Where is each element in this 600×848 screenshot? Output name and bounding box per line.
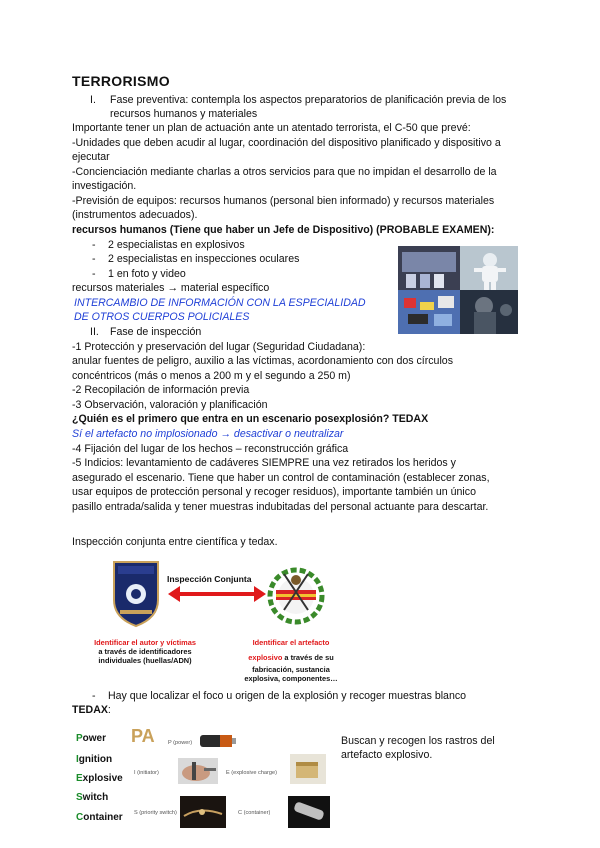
- paragraph: -Unidades que deben acudir al lugar, coordinación del dispositivo planificado y dispositivo a: [72, 137, 501, 149]
- right-caption-line: fabricación, sustancia: [252, 665, 330, 674]
- left-caption: [80, 638, 210, 665]
- paragraph: investigación.: [72, 180, 137, 192]
- paragraph: -Previsión de equipos: recursos humanos (personal bien informado) y recursos materiales: [72, 195, 495, 207]
- paragraph: -Concienciación mediante charlas a otros servicios para que no impidan el desarrollo de la: [72, 166, 497, 178]
- policia-cientifica-shield-icon: [114, 562, 158, 626]
- list-item: 1 en foto y video: [108, 268, 186, 280]
- pa-word-ignition: Ignition: [76, 754, 113, 765]
- left-caption-line: individuales (huellas/ADN): [98, 656, 192, 665]
- container-image: [288, 796, 330, 828]
- section-heading-cont: recursos humanos y materiales: [110, 108, 258, 120]
- right-caption-red: explosivo: [248, 653, 283, 662]
- diagram-graphics: [108, 560, 348, 630]
- list-item: Hay que localizar el foco u origen de la explosión y recoger muestras blanco: [108, 690, 467, 702]
- switch-image: [180, 796, 226, 828]
- paragraph: ejecutar: [72, 151, 110, 163]
- right-caption-line: a través de su: [282, 653, 334, 662]
- left-caption-line: a través de identificadores: [98, 647, 192, 656]
- pa-word-power: Power: [76, 733, 107, 744]
- pa-word-explosive: Explosive: [76, 773, 123, 784]
- equipment-photo-collage: [398, 246, 518, 334]
- list-item: 2 especialistas en inspecciones oculares: [108, 253, 300, 265]
- pa-label-initiator: I (initiator): [134, 770, 159, 776]
- paragraph: Inspección conjunta entre científica y tedax.: [72, 536, 278, 548]
- left-caption-red: Identificar el autor y víctimas: [94, 638, 196, 647]
- right-caption-red: Identificar el artefacto: [252, 638, 330, 647]
- paragraph: artefacto explosivo.: [341, 749, 433, 761]
- section-number: I.: [90, 94, 96, 106]
- pa-label-explosive: E (explosive charge): [226, 770, 277, 776]
- blue-note: Sí el artefacto no implosionado → desactivar o neutralizar: [72, 428, 344, 440]
- section-number: II.: [90, 326, 99, 338]
- paragraph: concéntricos (más o menos a 200 m y el segundo a 250 m): [72, 370, 351, 382]
- bullet-dash: -: [92, 268, 96, 280]
- battery-image: [198, 732, 238, 750]
- pa-word-switch: Switch: [76, 792, 109, 803]
- paragraph: Importante tener un plan de actuación ante un atentado terrorista, el C-50 que prevé:: [72, 122, 471, 134]
- double-arrow-icon: [168, 586, 266, 602]
- pa-logo: PA: [131, 726, 155, 746]
- bullet-dash: -: [92, 239, 96, 251]
- blue-note: INTERCAMBIO DE INFORMACIÓN CON LA ESPECIALIDAD: [74, 297, 366, 309]
- paragraph: -2 Recopilación de información previa: [72, 384, 250, 396]
- pa-label-container: C (container): [238, 810, 271, 816]
- paragraph: -4 Fijación del lugar de los hechos – reconstrucción gráfica: [72, 443, 349, 455]
- bold-heading: recursos humanos (Tiene que haber un Jefe de Dispositivo) (PROBABLE EXAMEN):: [72, 224, 495, 236]
- inspection-diagram: [108, 560, 348, 630]
- paragraph: -1 Protección y preservación del lugar (Seguridad Ciudadana):: [72, 341, 366, 353]
- explosive-charge-image: [290, 754, 326, 784]
- list-item: 2 especialistas en explosivos: [108, 239, 245, 251]
- bullet-dash: -: [92, 253, 96, 265]
- paragraph: (instrumentos adecuados).: [72, 209, 198, 221]
- tedax-colon: :: [107, 704, 111, 716]
- paragraph: asegurado el escenario. Tiene que haber un control de contaminación (establecer zonas,: [72, 472, 490, 484]
- initiator-image: [178, 758, 218, 784]
- section-heading: Fase preventiva: contempla los aspectos preparatorios de planificación previa de los: [110, 94, 507, 106]
- pa-label-power: P (power): [168, 740, 193, 746]
- paragraph: -3 Observación, valoración y planificación: [72, 399, 268, 411]
- paragraph: -5 Indicios: levantamiento de cadáveres SIEMPRE una vez retirados los heridos y: [72, 457, 456, 469]
- right-caption: [232, 638, 350, 683]
- section-heading: Fase de inspección: [110, 326, 202, 338]
- arrow-label: Inspección Conjunta: [167, 574, 252, 584]
- bullet-dash: -: [92, 690, 96, 702]
- pa-label-switch: S (priority switch): [134, 810, 177, 816]
- pa-word-container: Container: [76, 812, 123, 823]
- paragraph: Buscan y recogen los rastros del: [341, 735, 495, 747]
- right-caption-line: explosiva, componentes…: [244, 674, 338, 683]
- tedax-emblem-icon: [270, 570, 322, 622]
- bold-question: ¿Quién es el primero que entra en un escenario posexplosión? TEDAX: [72, 413, 429, 425]
- tedax-word: TEDAX: [72, 704, 108, 716]
- tedax-label: [72, 703, 111, 717]
- blue-note: DE OTROS CUERPOS POLICIALES: [74, 311, 250, 323]
- paragraph: pasillo entrada/salida y tener muestras indubitadas del personal actuante para descartar.: [72, 501, 489, 513]
- paragraph: anular fuentes de peligro, auxilio a las víctimas, acordonamiento con dos círculos: [72, 355, 453, 367]
- paragraph: usar equipos de protección personal y recoger residuos), importante también un único: [72, 486, 476, 498]
- paragraph: recursos materiales → material específico: [72, 282, 270, 294]
- page-title: TERRORISMO: [72, 73, 170, 89]
